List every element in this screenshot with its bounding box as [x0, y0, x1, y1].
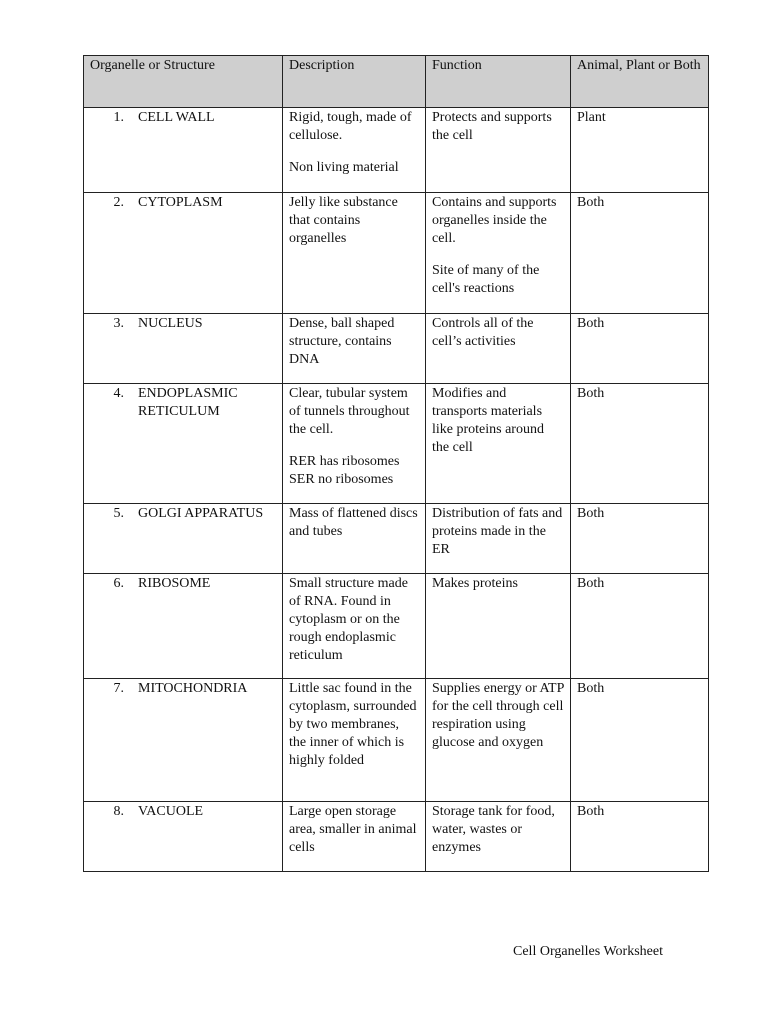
function-text: Site of many of the cell's reactions [432, 263, 540, 296]
row-number: 8. [113, 804, 124, 819]
description-cell [283, 384, 426, 504]
type-cell: Both [571, 314, 709, 384]
organelle-name: GOLGI APPARATUS [138, 506, 264, 521]
table-row [84, 802, 709, 872]
organelle-cell [84, 193, 283, 314]
description-text: Jelly like substance that contains organelles [289, 195, 398, 246]
type-cell: Both [571, 504, 709, 574]
type-cell: Both [571, 802, 709, 872]
organelle-name: CELL WALL [138, 110, 215, 125]
organelle-name: RIBOSOME [138, 576, 211, 591]
description-cell [283, 504, 426, 574]
organelle-cell [84, 314, 283, 384]
function-text: Controls all of the cell’s activities [432, 316, 534, 349]
organelles-table [83, 55, 709, 872]
function-cell [426, 802, 571, 872]
description-text: Little sac found in the cytoplasm, surrounded by two membranes, the inner of which is highly folded [289, 681, 417, 768]
organelle-name: NUCLEUS [138, 316, 203, 331]
table-header-row [84, 56, 709, 108]
row-number: 1. [113, 110, 124, 125]
table-row [84, 314, 709, 384]
function-cell [426, 504, 571, 574]
type-cell: Both [571, 574, 709, 679]
table-row [84, 108, 709, 193]
function-text: Supplies energy or ATP for the cell through cell respiration using glucose and oxygen [432, 681, 564, 750]
function-cell [426, 108, 571, 193]
row-number: 2. [113, 195, 124, 210]
organelle-name: MITOCHONDRIA [138, 681, 248, 696]
worksheet-page [83, 55, 708, 872]
organelle-cell [84, 679, 283, 802]
description-text: Large open storage area, smaller in animal cells [289, 804, 417, 855]
organelle-name: ENDOPLASMIC RETICULUM [138, 386, 238, 419]
row-number: 7. [113, 681, 124, 696]
description-cell [283, 802, 426, 872]
table-row [84, 679, 709, 802]
header-function: Function [426, 56, 571, 108]
description-text: Small structure made of RNA. Found in cytoplasm or on the rough endoplasmic reticulum [289, 576, 408, 663]
worksheet-footer: Cell Organelles Worksheet [513, 944, 663, 959]
function-text: Modifies and transports materials like proteins around the cell [432, 386, 544, 455]
header-description: Description [283, 56, 426, 108]
description-cell [283, 108, 426, 193]
function-cell [426, 314, 571, 384]
row-number: 3. [113, 316, 124, 331]
description-text: Rigid, tough, made of cellulose. [289, 110, 412, 143]
description-text: Dense, ball shaped structure, contains DNA [289, 316, 395, 367]
function-text: Makes proteins [432, 576, 518, 591]
table-row [84, 384, 709, 504]
table-row [84, 574, 709, 679]
header-type: Animal, Plant or Both [571, 56, 709, 108]
type-cell: Both [571, 193, 709, 314]
organelle-cell [84, 574, 283, 679]
function-cell [426, 679, 571, 802]
header-organelle: Organelle or Structure [84, 56, 283, 108]
organelle-cell [84, 802, 283, 872]
function-text: Protects and supports the cell [432, 110, 552, 143]
organelle-name: VACUOLE [138, 804, 204, 819]
organelle-cell [84, 384, 283, 504]
row-number: 4. [113, 386, 124, 401]
organelle-cell [84, 504, 283, 574]
function-text: Storage tank for food, water, wastes or enzymes [432, 804, 555, 855]
function-cell [426, 384, 571, 504]
function-text: Distribution of fats and proteins made in the ER [432, 506, 563, 557]
description-cell [283, 314, 426, 384]
type-cell: Both [571, 384, 709, 504]
function-text: Contains and supports organelles inside the cell. [432, 195, 557, 246]
table-row [84, 504, 709, 574]
function-cell [426, 193, 571, 314]
description-cell [283, 574, 426, 679]
description-text: Mass of flattened discs and tubes [289, 506, 418, 539]
type-cell: Plant [571, 108, 709, 193]
organelle-name: CYTOPLASM [138, 195, 223, 210]
description-cell [283, 679, 426, 802]
table-row [84, 193, 709, 314]
organelle-cell [84, 108, 283, 193]
type-cell: Both [571, 679, 709, 802]
description-text: Non living material [289, 160, 399, 175]
function-cell [426, 574, 571, 679]
description-cell [283, 193, 426, 314]
description-text: RER has ribosomes SER no ribosomes [289, 454, 400, 487]
row-number: 5. [113, 506, 124, 521]
description-text: Clear, tubular system of tunnels throughout the cell. [289, 386, 410, 437]
row-number: 6. [113, 576, 124, 591]
